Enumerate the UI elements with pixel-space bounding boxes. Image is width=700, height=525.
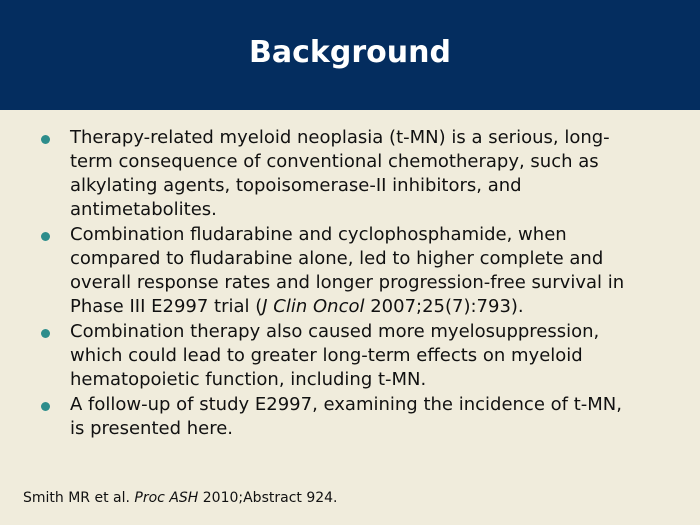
journal-name: J Clin Oncol [262, 296, 365, 317]
bullet-item [0, 320, 630, 392]
citation-authors: Smith MR et al. [23, 490, 135, 506]
bullet-item [0, 223, 630, 319]
bullet-text: Combination fludarabine and cyclophosphamide, when compared to fludarabine alone, led to higher complete and overall response rates and longer progression-free survival in Phase III E2997 trial ( [70, 224, 625, 317]
slide-title: Background [249, 35, 451, 70]
bullet-dot-icon [41, 329, 50, 338]
bullet-text: Combination therapy also caused more myelosuppression, which could lead to greater long-term effects on myeloid hematopoietic function, including t-MN. [70, 321, 600, 390]
bullet-item [0, 393, 630, 441]
citation-details: 2010;Abstract 924. [198, 490, 338, 506]
bullet-text: A follow-up of study E2997, examining the incidence of t-MN, is presented here. [70, 394, 622, 439]
citation-journal: Proc ASH [134, 490, 199, 506]
bullet-text-reference: 2007;25(7):793). [364, 296, 524, 317]
bullet-dot-icon [41, 232, 50, 241]
bullet-list [0, 126, 700, 442]
bullet-text: Therapy-related myeloid neoplasia (t-MN) is a serious, long-term consequence of conventional chemotherapy, such as alkylating agents, topoisomerase-II inhibitors, and antimetabolites. [70, 127, 610, 220]
citation [23, 488, 338, 508]
bullet-item [0, 126, 630, 222]
bullet-dot-icon [41, 135, 50, 144]
bullet-dot-icon [41, 402, 50, 411]
title-bar [0, 0, 700, 110]
